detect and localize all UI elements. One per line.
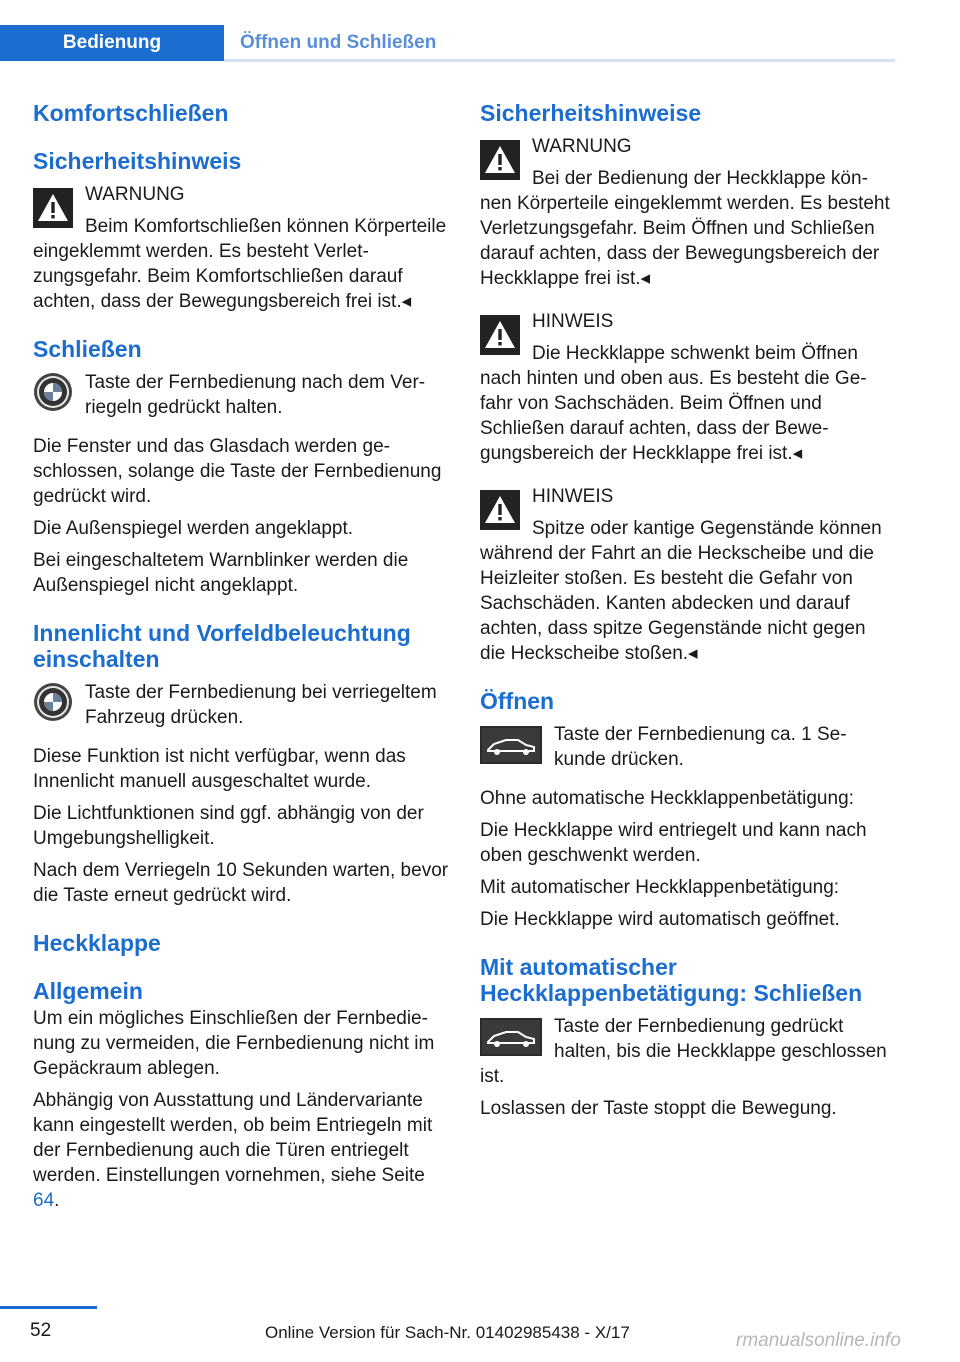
- paragraph: [33, 1088, 451, 1213]
- paragraph: Die Heckklappe wird automatisch geöffnet.: [480, 909, 840, 930]
- notice-text: Spitze oder kantige Gegenstände können während der Fahrt an die Heckscheibe und die Heizleiter stoßen. Es besteht die Gefahr von Sachschäden. Kanten abdecken und darauf achten, dass spitze Gegenstände nicht gegen die Heckscheibe stoßen.◂: [480, 518, 882, 664]
- heading-oeffnen: Öffnen: [480, 688, 555, 714]
- paragraph-text: Abhängig von Ausstattung und Ländervariante kann eingestellt werden, ob beim Entriegeln mit der Fernbedienung auch die Türen entriegelt werden. Einstellungen vornehmen, siehe Seite: [33, 1090, 433, 1186]
- warning-text: Beim Komfortschließen können Körperteile eingeklemmt werden. Es besteht Verletzungsgefahr. Beim Komfortschließen darauf achten, dass der Bewegungsbereich frei ist.◂: [33, 216, 447, 312]
- key-instruction-text: Taste der Fernbedienung nach dem Verriegeln gedrückt halten.: [85, 372, 426, 418]
- paragraph: Ohne automatische Heckklappenbetätigung:: [480, 788, 854, 809]
- paragraph: Um ein mögliches Einschließen der Fernbedienung zu vermeiden, die Fernbedienung nicht im Gepäckraum ablegen.: [33, 1008, 435, 1079]
- header-chapter-tab: Öffnen und Schließen: [240, 32, 437, 53]
- bmw-key-icon: [33, 372, 73, 412]
- paragraph: Die Heckklappe wird entriegelt und kann nach oben geschwenkt werden.: [480, 820, 867, 866]
- header-underline: [224, 59, 895, 62]
- left-column: [33, 100, 451, 1213]
- page-header: [0, 25, 895, 61]
- notice-text: Die Heckklappe schwenkt beim Öffnen nach hinten und oben aus. Es besteht die Gefahr von Sachschäden. Beim Öffnen und Schließen darauf achten, dass der Bewegungsbereich der Heckklappe frei ist.◂: [480, 343, 867, 464]
- paragraph-end: .: [54, 1190, 60, 1211]
- watermark: rmanualsonline.info: [736, 1330, 901, 1351]
- paragraph: Mit automatischer Heckklappenbetätigung:: [480, 877, 840, 898]
- notice-box: [480, 309, 890, 466]
- key-instruction: [33, 370, 451, 420]
- heading-schliessen: Schließen: [33, 336, 142, 362]
- paragraph: Die Außenspiegel werden angeklappt.: [33, 518, 354, 539]
- paragraph: Bei eingeschaltetem Warnblinker werden die Außenspiegel nicht angeklappt.: [33, 550, 409, 596]
- bmw-key-icon: [33, 682, 73, 722]
- key-instruction: [33, 680, 451, 730]
- tailgate-key-icon: [480, 1018, 542, 1056]
- warning-triangle-icon: [480, 140, 520, 180]
- key-instruction-text: Taste der Fernbedienung ca. 1 Sekunde drücken.: [554, 724, 847, 770]
- paragraph: Die Fenster und das Glasdach werden geschlossen, solange die Taste der Fernbedienung gedrückt wird.: [33, 436, 442, 507]
- heading-sicherheitshinweis: Sicherheitshinweis: [33, 148, 242, 174]
- warning-label: WARNUNG: [532, 136, 632, 157]
- warning-triangle-icon: [33, 188, 73, 228]
- warning-box: [480, 134, 890, 291]
- notice-triangle-icon: [480, 315, 520, 355]
- heading-sicherheitshinweise: Sicherheitshinweise: [480, 100, 702, 126]
- warning-box: [33, 182, 451, 314]
- paragraph: Nach dem Verriegeln 10 Sekunden warten, bevor die Taste erneut gedrückt wird.: [33, 860, 449, 906]
- notice-label: HINWEIS: [532, 311, 614, 332]
- key-instruction-text: Taste der Fernbedienung gedrückt halten, bis die Heckklappe geschlossen ist.: [480, 1016, 887, 1087]
- paragraph: Die Lichtfunktionen sind ggf. abhängig von der Umgebungshelligkeit.: [33, 803, 424, 849]
- page-number: 52: [30, 1320, 52, 1341]
- key-instruction-text: Taste der Fernbedienung bei verriegeltem Fahrzeug drücken.: [85, 682, 437, 728]
- right-column: [480, 100, 890, 1121]
- header-section-tab: Bedienung: [0, 25, 224, 61]
- heading-allgemein: Allgemein: [33, 978, 143, 1004]
- notice-label: HINWEIS: [532, 486, 614, 507]
- notice-triangle-icon: [480, 490, 520, 530]
- notice-box: [480, 484, 890, 666]
- footer-online-version: Online Version für Sach-Nr. 01402985438 - X/17: [265, 1323, 630, 1342]
- tailgate-key-icon: [480, 726, 542, 764]
- warning-text: Bei der Bedienung der Heckklappe können Körperteile eingeklemmt werden. Es besteht Verletzungsgefahr. Beim Öffnen und Schließen darauf achten, dass der Bewegungsbereich der Heckklappe frei ist.◂: [480, 168, 890, 289]
- key-instruction: [480, 1014, 890, 1089]
- paragraph: Loslassen der Taste stoppt die Bewegung.: [480, 1098, 837, 1119]
- key-instruction: [480, 722, 890, 772]
- footer-rule: [0, 1306, 97, 1309]
- heading-heckklappe: Heckklappe: [33, 930, 161, 956]
- heading-komfortschliessen: Komfortschließen: [33, 100, 229, 126]
- heading-innenlicht: Innenlicht und Vorfeldbeleuchtung einschalten: [33, 620, 411, 672]
- heading-auto-schliessen: Mit automatischer Heckklappenbetätigung: Schließen: [480, 954, 863, 1006]
- page-reference-link[interactable]: 64: [33, 1190, 55, 1211]
- paragraph: Diese Funktion ist nicht verfügbar, wenn das Innenlicht manuell ausgeschaltet wurde.: [33, 746, 406, 792]
- warning-label: WARNUNG: [85, 184, 185, 205]
